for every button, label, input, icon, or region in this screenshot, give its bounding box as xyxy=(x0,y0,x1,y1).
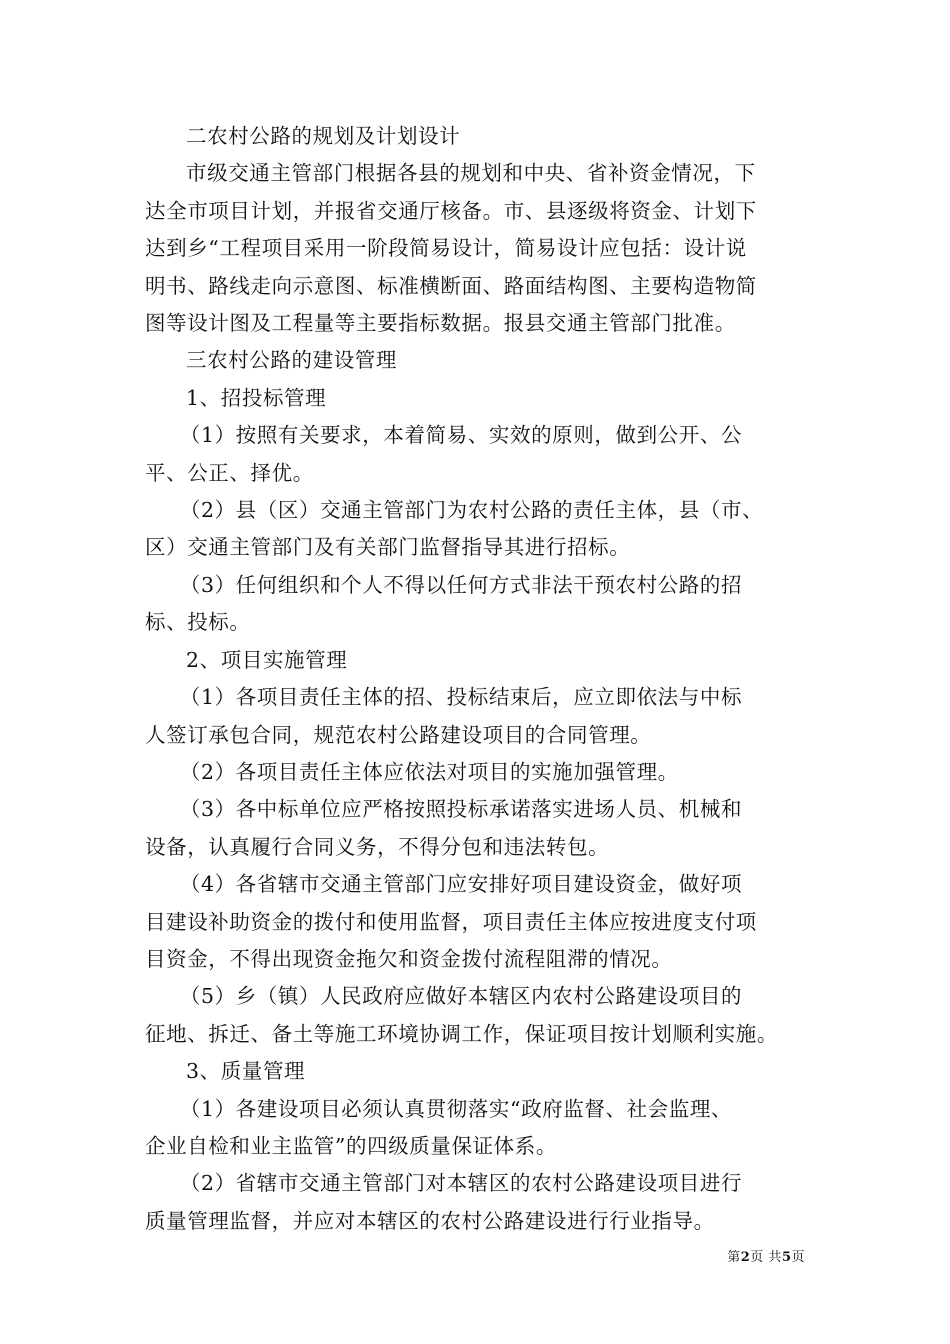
paragraph-line: 质量管理监督，并应对本辖区的农村公路建设进行行业指导。 xyxy=(145,1208,715,1233)
paragraph-line: （3）任何组织和个人不得以任何方式非法干预农村公路的招 xyxy=(179,572,743,597)
paragraph-line: （2）各项目责任主体应依法对项目的实施加强管理。 xyxy=(179,759,679,784)
paragraph-line: 达全市项目计划，并报省交通厅核备。市、县逐级将资金、计划下 xyxy=(145,198,757,223)
paragraph-line: （5）乡（镇）人民政府应做好本辖区内农村公路建设项目的 xyxy=(179,984,743,1009)
paragraph-line: 标、投标。 xyxy=(145,610,251,635)
section-heading-2 xyxy=(145,118,810,155)
paragraph-line: 1、招投标管理 xyxy=(186,385,327,410)
paragraph-implementation-5 xyxy=(145,978,810,1053)
paragraph-line: 市级交通主管部门根据各县的规划和中央、省补资金情况，下 xyxy=(186,161,756,186)
paragraph-line: 区）交通主管部门及有关部门监督指导其进行招标。 xyxy=(145,535,631,560)
page-number-footer xyxy=(727,1246,805,1265)
paragraph-line: （1）按照有关要求，本着简易、实效的原则，做到公开、公 xyxy=(179,423,743,448)
paragraph-line: 设备，认真履行合同义务，不得分包和违法转包。 xyxy=(145,834,610,859)
footer-middle: 页 共 xyxy=(750,1250,782,1265)
paragraph-line: （3）各中标单位应严格按照投标承诺落实进场人员、机械和 xyxy=(179,797,743,822)
paragraph-line: 企业自检和业主监管”的四级质量保证体系。 xyxy=(145,1133,557,1158)
paragraph-line: 2、项目实施管理 xyxy=(186,647,348,672)
document-body xyxy=(145,118,810,1240)
paragraph-implementation-2 xyxy=(145,754,810,791)
paragraph-line: （1）各项目责任主体的招、投标结束后，应立即依法与中标 xyxy=(179,685,743,710)
paragraph-bidding-3 xyxy=(145,567,810,642)
paragraph-line: 人签订承包合同，规范农村公路建设项目的合同管理。 xyxy=(145,722,652,747)
paragraph-line: 目建设补助资金的拨付和使用监督，项目责任主体应按进度支付项 xyxy=(145,909,757,934)
paragraph-line: （4）各省辖市交通主管部门应安排好项目建设资金，做好项 xyxy=(179,872,743,897)
paragraph-implementation-1 xyxy=(145,679,810,754)
section-heading-3 xyxy=(145,342,810,379)
paragraph-line: 3、质量管理 xyxy=(186,1059,306,1084)
paragraph-line: 达到乡“工程项目采用一阶段简易设计，简易设计应包括：设计说 xyxy=(145,236,747,261)
subsection-heading-implementation xyxy=(145,642,810,679)
paragraph-line: （2）县（区）交通主管部门为农村公路的责任主体，县（市、 xyxy=(179,498,764,523)
paragraph-line: 明书、路线走向示意图、标准横断面、路面结构图、主要构造物简 xyxy=(145,273,757,298)
paragraph-quality-1 xyxy=(145,1091,810,1166)
paragraph-line: （1）各建设项目必须认真贯彻落实“政府监督、社会监理、 xyxy=(179,1096,733,1121)
footer-current-page: 2 xyxy=(740,1250,751,1265)
paragraph-quality-2 xyxy=(145,1165,810,1240)
paragraph-line: 平、公正、择优。 xyxy=(145,460,314,485)
paragraph-implementation-3 xyxy=(145,791,810,866)
footer-total-pages: 5 xyxy=(781,1250,792,1265)
paragraph-line: 二农村公路的规划及计划设计 xyxy=(186,124,461,148)
paragraph-bidding-2 xyxy=(145,492,810,567)
paragraph-implementation-4 xyxy=(145,866,810,978)
footer-suffix: 页 xyxy=(791,1250,805,1265)
subsection-heading-quality xyxy=(145,1053,810,1090)
paragraph-line: 征地、拆迁、备土等施工环境协调工作，保证项目按计划顺利实施。 xyxy=(145,1021,778,1046)
footer-prefix: 第 xyxy=(727,1250,741,1265)
paragraph-bidding-1 xyxy=(145,417,810,492)
paragraph-line: 图等设计图及工程量等主要指标数据。报县交通主管部门批准。 xyxy=(145,311,736,336)
paragraph-line: 目资金，不得出现资金拖欠和资金拨付流程阻滞的情况。 xyxy=(145,946,673,971)
paragraph-line: 三农村公路的建设管理 xyxy=(186,348,397,373)
paragraph-line: （2）省辖市交通主管部门对本辖区的农村公路建设项目进行 xyxy=(179,1171,743,1196)
subsection-heading-bidding xyxy=(145,380,810,417)
paragraph-planning xyxy=(145,155,810,342)
